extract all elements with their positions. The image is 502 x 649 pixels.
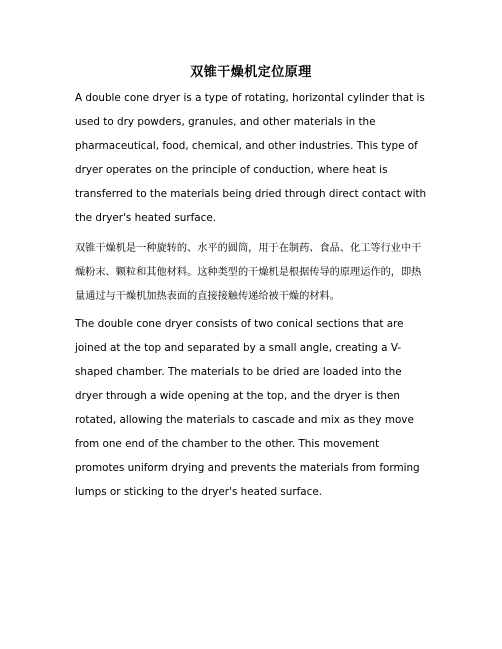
paragraph-intro-chinese: 双锥干燥机是一种旋转的、水平的圆筒，用于在制药、食品、化工等行业中干燥粉末、颗粒和其他材料。这种类型的干燥机是根据传导的原理运作的，即热量通过与干燥机加热表面的直接接触传递给被干燥的材料。	[75, 243, 422, 302]
paragraph-intro-english: A double cone dryer is a type of rotating, horizontal cylinder that is used to dry powders, granules, and other materials in the pharmaceutical, food, chemical, and other industries. This type of dryer operates on the principle of conduction, where heat is transferred to the materials being dried through direct contact with the dryer's heated surface.	[75, 92, 427, 224]
document-title: 双锥干燥机定位原理	[190, 65, 312, 80]
paragraph-structure-english: The double cone dryer consists of two conical sections that are joined at the top and separated by a small angle, creating a V-shaped chamber. The materials to be dried are loaded into the dryer through a wide opening at the top, and the dryer is then rotated, allowing the materials to cascade and mix as they move from one end of the chamber to the other. This movement promotes uniform drying and prevents the materials from forming lumps or sticking to the dryer's heated surface.	[75, 318, 420, 498]
